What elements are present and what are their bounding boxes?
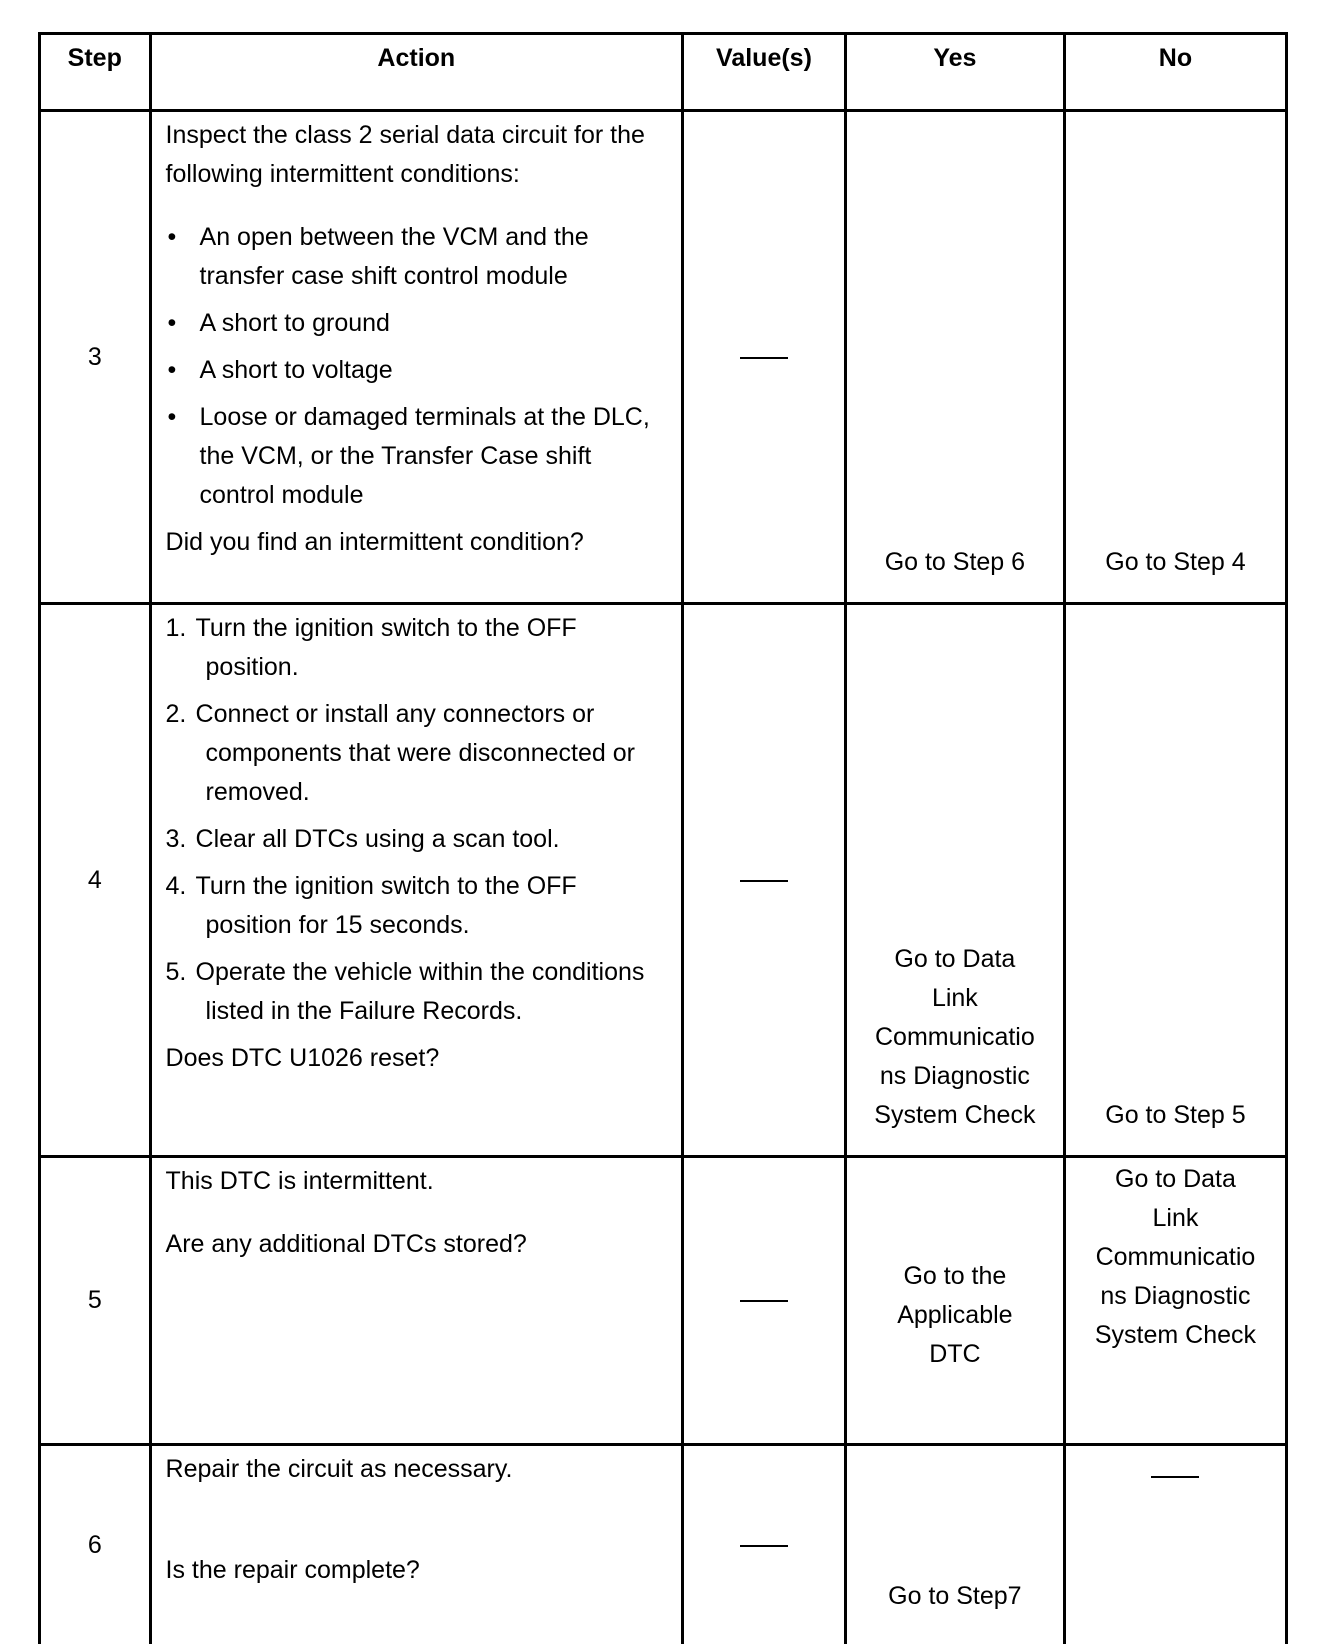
no-cell: Go to Data Link Communicatio ns Diagnostic System Check <box>1064 1157 1286 1445</box>
action-question: Did you find an intermittent condition? <box>166 523 668 562</box>
list-item: • A short to ground <box>166 304 668 343</box>
list-item: 3. Clear all DTCs using a scan tool. <box>166 820 668 859</box>
step-number: 3 <box>40 111 151 604</box>
table-row <box>40 1157 1287 1445</box>
header-step: Step <box>40 34 151 111</box>
table-row <box>40 604 1287 1157</box>
empty-value-dash <box>740 357 788 359</box>
no-cell: Go to Step 5 <box>1064 604 1286 1157</box>
value-cell <box>683 111 846 604</box>
value-cell <box>683 604 846 1157</box>
yes-cell: Go to Data Link Communicatio ns Diagnostic System Check <box>845 604 1064 1157</box>
list-item: • An open between the VCM and the transfer case shift control module <box>166 218 668 296</box>
list-item: 2. Connect or install any connectors or components that were disconnected or removed. <box>166 695 668 812</box>
step-number: 6 <box>40 1445 151 1644</box>
table-row <box>40 111 1287 604</box>
action-question: Does DTC U1026 reset? <box>166 1039 668 1078</box>
step-number: 5 <box>40 1157 151 1445</box>
action-cell <box>150 111 683 604</box>
action-cell <box>150 1157 683 1445</box>
diagnostic-table <box>38 32 1288 1644</box>
step-number: 4 <box>40 604 151 1157</box>
list-item: 4. Turn the ignition switch to the OFF position for 15 seconds. <box>166 867 668 945</box>
list-item: • A short to voltage <box>166 351 668 390</box>
yes-cell: Go to the Applicable DTC <box>845 1157 1064 1445</box>
action-cell <box>150 604 683 1157</box>
no-cell: Go to Step 4 <box>1064 111 1286 604</box>
header-row <box>40 34 1287 111</box>
value-cell <box>683 1157 846 1445</box>
yes-cell: Go to Step7 <box>845 1445 1064 1644</box>
yes-cell: Go to Step 6 <box>845 111 1064 604</box>
table-row <box>40 1445 1287 1644</box>
action-intro: Inspect the class 2 serial data circuit for the following intermittent conditions: <box>166 116 668 194</box>
empty-value-dash <box>740 1545 788 1547</box>
action-question: Are any additional DTCs stored? <box>166 1225 668 1264</box>
action-text: Repair the circuit as necessary. <box>166 1450 668 1489</box>
diagnostic-table-page <box>38 32 1288 1644</box>
action-text: This DTC is intermittent. <box>166 1162 668 1201</box>
empty-value-dash <box>1151 1476 1199 1478</box>
header-no: No <box>1064 34 1286 111</box>
list-item: 5. Operate the vehicle within the conditions listed in the Failure Records. <box>166 953 668 1031</box>
condition-list <box>166 218 668 515</box>
header-action: Action <box>150 34 683 111</box>
value-cell <box>683 1445 846 1644</box>
header-values: Value(s) <box>683 34 846 111</box>
empty-value-dash <box>740 1300 788 1302</box>
no-cell <box>1064 1445 1286 1644</box>
procedure-list <box>166 609 668 1031</box>
action-cell <box>150 1445 683 1644</box>
header-yes: Yes <box>845 34 1064 111</box>
action-question: Is the repair complete? <box>166 1551 668 1590</box>
list-item: 1. Turn the ignition switch to the OFF position. <box>166 609 668 687</box>
list-item: • Loose or damaged terminals at the DLC, the VCM, or the Transfer Case shift control module <box>166 398 668 515</box>
empty-value-dash <box>740 880 788 882</box>
